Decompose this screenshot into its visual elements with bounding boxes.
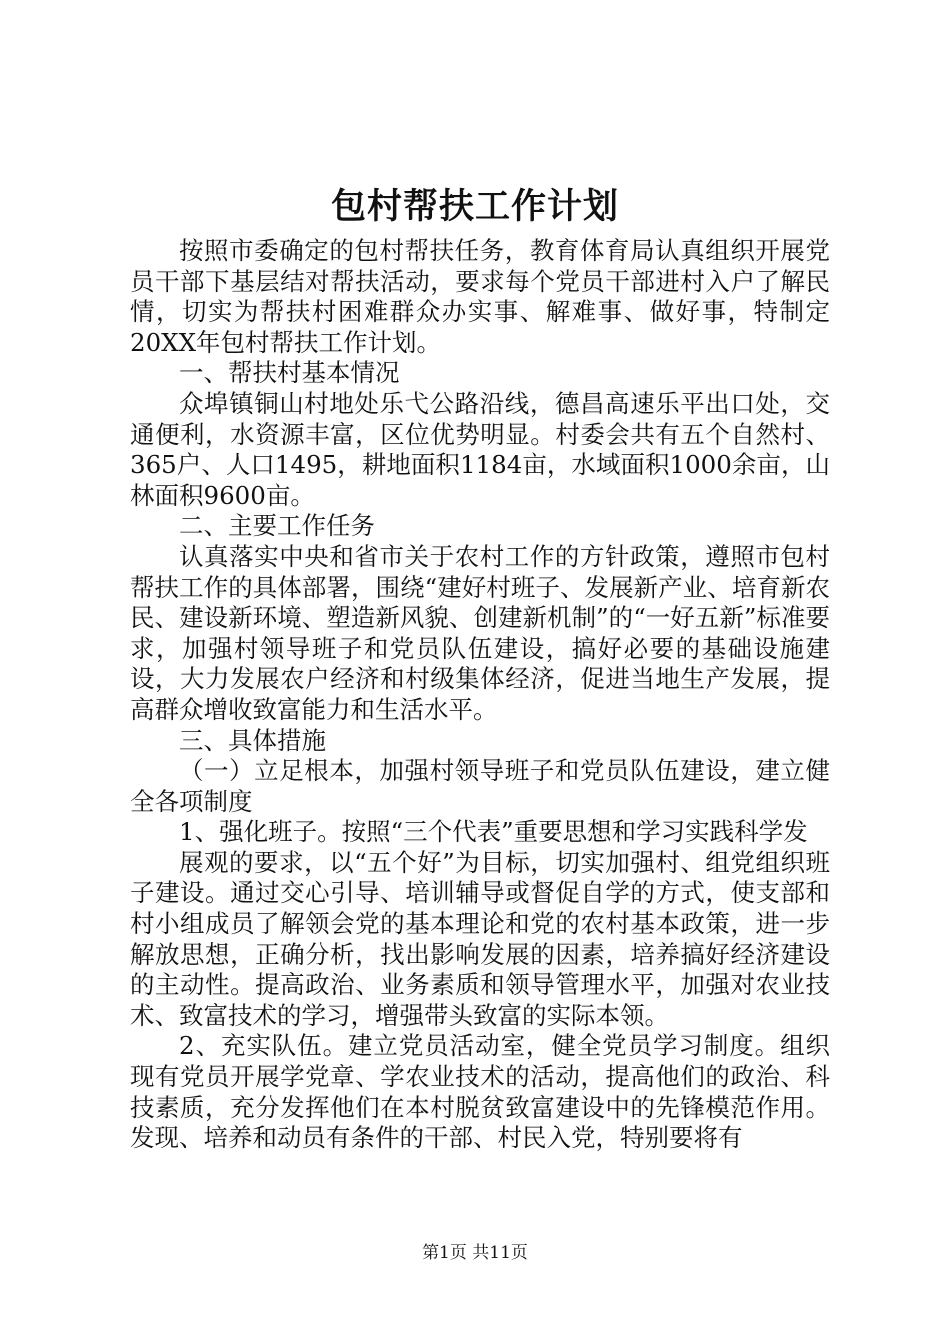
main-tasks-paragraph: 认真落实中央和省市关于农村工作的方针政策，遵照市包村帮扶工作的具体部署，围绕“建好村班子、发展新产业、培育新农民、建设新环境、塑造新风貌、创建新机制”的“一好五新”标准要求，加强村领导班子和党员队伍建设，搞好必要的基础设施建设，大力发展农户经济和村级集体经济，促进当地生产发展，提高群众增收致富能力和生活水平。	[130, 541, 830, 724]
section-heading-1: 一、帮扶村基本情况	[179, 358, 400, 388]
village-info-paragraph: 众埠镇铜山村地处乐弋公路沿线，德昌高速乐平出口处，交通便利，水资源丰富，区位优势明显。村委会共有五个自然村、365户、人口1495，耕地面积1184亩，水域面积1000余亩，山林面积9600亩。	[130, 388, 830, 510]
document-title: 包村帮扶工作计划	[330, 186, 619, 227]
document-body	[130, 236, 830, 1154]
subsection-heading-1: （一）立足根本，加强村领导班子和党员队伍建设，建立健全各项制度	[130, 756, 830, 816]
measure-2-paragraph: 2、充实队伍。建立党员活动室，健全党员学习制度。组织现有党员开展学党章、学农业技术的活动，提高他们的政治、科技素质，充分发挥他们在本村脱贫致富建设中的先锋模范作用。发现、培养和动员有条件的干部、村民入党，特别要将有	[130, 1031, 830, 1153]
intro-paragraph: 按照市委确定的包村帮扶任务，教育体育局认真组织开展党员干部下基层结对帮扶活动，要求每个党员干部进村入户了解民情，切实为帮扶村困难群众办实事、解难事、做好事，特制定20XX年包村帮扶工作计划。	[130, 236, 830, 357]
measure-1-paragraph: 展观的要求，以“五个好”为目标，切实加强村、组党组织班子建设。通过交心引导、培训辅导或督促自学的方式，使支部和村小组成员了解领会党的基本理论和党的农村基本政策，进一步解放思想，正确分析，找出影响发展的因素，培养搞好经济建设的主动性。提高政治、业务素质和领导管理水平，加强对农业技术、致富技术的学习，增强带头致富的实际本领。	[130, 847, 830, 1030]
section-heading-2: 二、主要工作任务	[179, 511, 375, 541]
section-heading-3: 三、具体措施	[179, 725, 326, 755]
measure-1-heading: 1、强化班子。按照“三个代表”重要思想和学习实践科学发	[179, 817, 808, 847]
page-footer: 第1页 共11页	[422, 1243, 528, 1263]
